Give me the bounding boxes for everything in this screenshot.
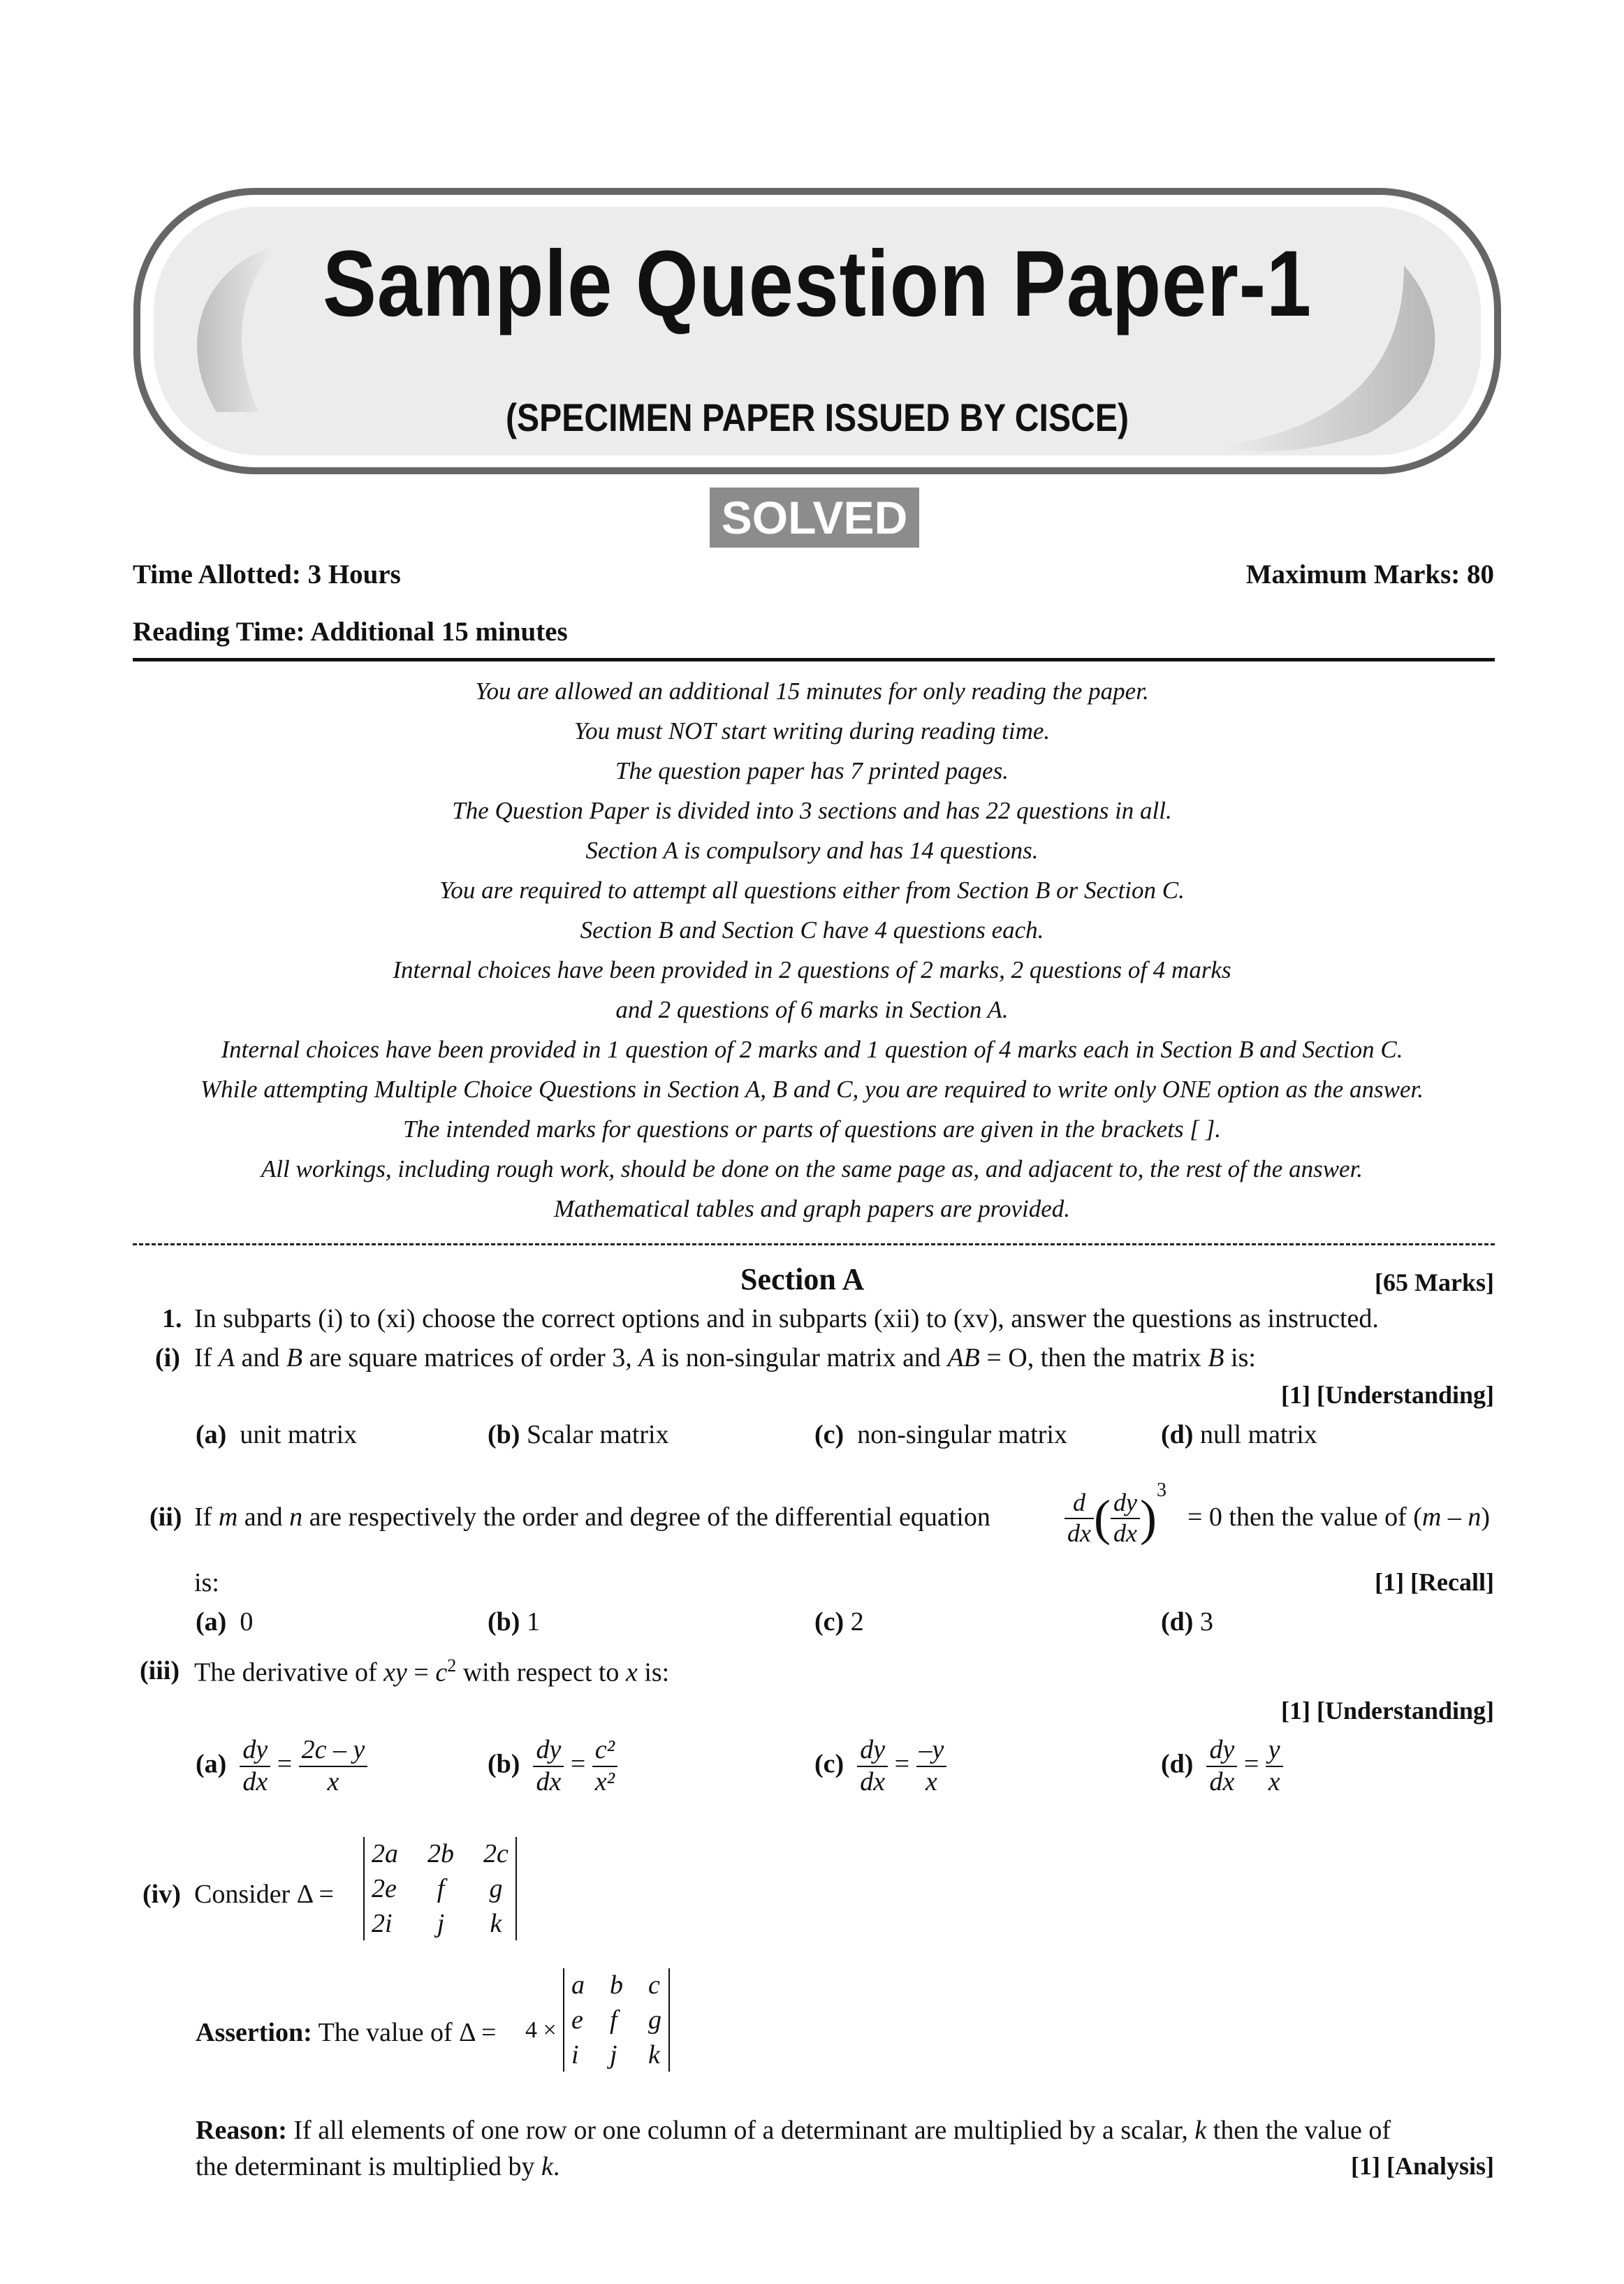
denominator: x <box>327 1766 339 1796</box>
option-d: (d) $\frac{dy}{dx}$ = $\frac{y}{x}$ <box>1161 1735 1283 1797</box>
numerator: 2c – y <box>299 1735 368 1767</box>
option-label: (b) <box>488 1607 520 1637</box>
instruction-line: The intended marks for questions or parts of questions are given in the brackets [ ]. <box>402 1115 1222 1143</box>
banner-frame <box>126 182 1509 496</box>
det-cell: g <box>489 1874 503 1903</box>
option-text: unit matrix <box>240 1420 358 1449</box>
option-text: non-singular matrix <box>857 1420 1067 1449</box>
reason-text: If all elements of one row or one column of a determinant are multiplied by a scalar, <box>293 2116 1195 2145</box>
numerator: y <box>1266 1735 1283 1767</box>
instruction-line: While attempting Multiple Choice Questions in Section A, B and C, you are required to write only ONE option as the answer. <box>200 1076 1424 1103</box>
math-var: B <box>1208 1343 1224 1372</box>
text: is: <box>1224 1343 1256 1372</box>
reason-text: then the value of <box>1206 2116 1391 2145</box>
math-var: A <box>218 1343 235 1372</box>
determinant <box>363 1837 517 1940</box>
marks-tag: [1] [Understanding] <box>1280 1697 1494 1725</box>
text: If <box>194 1343 219 1372</box>
text: ) <box>1481 1502 1490 1532</box>
option-c <box>814 1606 864 1637</box>
reason-line-2 <box>196 2151 559 2182</box>
paper-title: Sample Question Paper-1 <box>323 232 1312 336</box>
det-cell: 2a <box>372 1839 398 1868</box>
subpart-text <box>194 1655 669 1688</box>
option-text: 2 <box>850 1607 864 1637</box>
question-number: 1. <box>162 1304 182 1333</box>
fraction <box>1206 1735 1237 1797</box>
numerator: dy <box>533 1735 564 1767</box>
option-text: Scalar matrix <box>526 1420 669 1449</box>
option-label: (a) <box>196 1749 227 1779</box>
det-cell: c <box>648 1970 660 2000</box>
math-var: x <box>625 1657 638 1688</box>
fraction <box>592 1735 617 1797</box>
option-text: null matrix <box>1199 1420 1317 1449</box>
option-text: 3 <box>1199 1607 1213 1637</box>
reason-text: the determinant is multiplied by <box>196 2152 541 2181</box>
det-cell: 2e <box>372 1874 397 1903</box>
text: The derivative of <box>194 1657 384 1688</box>
denominator: dx <box>1067 1518 1091 1547</box>
subpart-text: Consider Δ = <box>194 1880 334 1909</box>
instruction-line: Internal choices have been provided in 1 question of 2 marks and 1 question of 4 marks each in Section B and Section C. <box>221 1036 1403 1063</box>
text: = 0 then the value of ( <box>1187 1502 1422 1532</box>
denominator: dx <box>860 1766 886 1796</box>
math-var: B <box>286 1343 303 1372</box>
option-label: (d) <box>1161 1420 1194 1449</box>
det-cell: 2c <box>483 1839 509 1868</box>
det-cell: a <box>571 1970 585 2000</box>
option-b <box>488 1606 540 1637</box>
paper-subtitle: (SPECIMEN PAPER ISSUED BY CISCE) <box>505 395 1129 439</box>
subpart-text <box>194 1342 1256 1373</box>
option-label: (c) <box>814 1607 844 1637</box>
solved-badge: SOLVED <box>710 488 919 548</box>
math-var: xy <box>383 1657 407 1688</box>
paren-close: ) <box>1139 1490 1157 1546</box>
section-divider <box>133 1243 1495 1245</box>
assertion-label: Assertion: <box>196 2018 312 2047</box>
math-var: m – n <box>1421 1502 1482 1532</box>
denominator: dx <box>1209 1766 1235 1796</box>
option-b <box>488 1419 669 1450</box>
math-var: c <box>435 1657 448 1688</box>
marks-tag: [1] [Understanding] <box>1280 1381 1494 1409</box>
numerator: dy <box>1111 1488 1140 1518</box>
section-marks: [65 Marks] <box>1375 1268 1494 1296</box>
fraction <box>916 1735 947 1797</box>
option-c <box>814 1419 1067 1450</box>
subpart-label: (i) <box>155 1343 180 1372</box>
question-text: In subparts (i) to (xi) choose the correct options and in subparts (xii) to (xv), answer the questions as instructed. <box>194 1304 1379 1333</box>
instruction-line: You must NOT start writing during reading time. <box>573 717 1051 745</box>
fraction <box>299 1735 368 1797</box>
exponent: 3 <box>1156 1479 1166 1501</box>
text: is: <box>637 1657 670 1688</box>
det-cell: 2i <box>372 1909 393 1938</box>
instruction-line: and 2 questions of 6 marks in Section A. <box>615 996 1009 1023</box>
assertion-text: The value of Δ = <box>318 2018 497 2047</box>
determinant-grid <box>363 1837 517 1940</box>
denominator: dx <box>1113 1518 1137 1547</box>
instruction-line: All workings, including rough work, should be done on the same page as, and adjacent to, the rest of the answer. <box>261 1155 1363 1183</box>
instruction-line: Internal choices have been provided in 2 questions of 2 marks, 2 questions of 4 marks <box>393 956 1231 983</box>
numerator: dy <box>240 1735 270 1767</box>
option-a <box>196 1419 357 1450</box>
denominator: x <box>1268 1766 1280 1796</box>
instruction-line: You are required to attempt all questions either from Section B or Section C. <box>439 877 1185 904</box>
option-c: (c) $\frac{dy}{dx}$ = $\frac{-y}{x}$ <box>814 1735 946 1797</box>
numerator: d <box>1065 1488 1094 1518</box>
fraction <box>240 1735 270 1797</box>
option-d <box>1161 1419 1317 1450</box>
option-d <box>1161 1606 1213 1637</box>
math-var: m <box>218 1502 238 1532</box>
reason-text: . <box>553 2152 560 2181</box>
math-var: n <box>289 1502 303 1532</box>
det-cell: b <box>610 1970 623 2000</box>
det-cell: j <box>610 2040 617 2070</box>
text: If <box>194 1502 219 1532</box>
option-a: (a) $\frac{dy}{dx}$ = $\frac{2c - y}{x}$ <box>196 1735 367 1797</box>
determinant-2 <box>563 1968 670 2072</box>
instruction-line: Section B and Section C have 4 questions each. <box>580 916 1044 944</box>
subpart-text-end: is: <box>194 1568 219 1597</box>
det-cell: k <box>490 1909 502 1938</box>
instruction-line: Section A is compulsory and has 14 questions. <box>585 837 1039 864</box>
header-rule <box>133 658 1495 661</box>
text: and <box>235 1343 286 1372</box>
text: and <box>237 1502 290 1532</box>
text: = <box>407 1657 436 1688</box>
option-label: (b) <box>488 1420 520 1449</box>
marks-tag: [1] [Recall] <box>1375 1568 1494 1596</box>
det-cell: k <box>648 2040 660 2070</box>
math-var: k <box>1194 2116 1207 2145</box>
det-cell: f <box>437 1874 445 1903</box>
denominator: dx <box>242 1766 268 1796</box>
subpart-label: (iv) <box>142 1880 181 1909</box>
time-allotted: Time Allotted: 3 Hours <box>133 559 401 590</box>
subpart-label: (ii) <box>149 1502 182 1532</box>
paren-open: ( <box>1093 1490 1111 1546</box>
denominator: dx <box>536 1766 562 1796</box>
denominator: x² <box>594 1766 615 1796</box>
section-title: Section A <box>740 1262 865 1296</box>
option-label: (d) <box>1161 1749 1194 1779</box>
subpart-label: (iii) <box>140 1656 180 1685</box>
fraction <box>1065 1488 1094 1548</box>
option-label: (d) <box>1161 1607 1194 1637</box>
fraction <box>533 1735 564 1797</box>
subpart-text-cont <box>1187 1502 1490 1532</box>
denominator: x <box>926 1766 937 1796</box>
exponent: 2 <box>447 1655 457 1676</box>
text: = O, then the matrix <box>979 1343 1208 1372</box>
multiplier: 4 × <box>525 2017 557 2043</box>
reading-time: Reading Time: Additional 15 minutes <box>133 617 568 647</box>
marks-tag: [1] [Analysis] <box>1351 2152 1494 2180</box>
text: are respectively the order and degree of the differential equation <box>302 1502 990 1532</box>
option-label: (a) <box>196 1420 227 1449</box>
instruction-line: The question paper has 7 printed pages. <box>615 757 1009 784</box>
option-label: (a) <box>196 1607 227 1637</box>
option-label: (b) <box>488 1749 520 1779</box>
instruction-line: Mathematical tables and graph papers are provided. <box>553 1195 1071 1222</box>
option-text: 0 <box>240 1607 254 1637</box>
fraction <box>1266 1735 1283 1797</box>
det-cell: e <box>571 2005 583 2035</box>
numerator: dy <box>857 1735 888 1767</box>
assertion <box>196 2017 496 2048</box>
determinant-grid <box>563 1968 670 2072</box>
math-var: k <box>541 2152 553 2181</box>
det-cell: f <box>610 2005 617 2035</box>
text: is non-singular matrix and <box>654 1343 948 1372</box>
instruction-line: The Question Paper is divided into 3 sections and has 22 questions in all. <box>452 797 1172 824</box>
maximum-marks: Maximum Marks: 80 <box>1245 559 1494 590</box>
numerator: c² <box>592 1735 617 1767</box>
subpart-text <box>194 1502 990 1532</box>
math-var: A <box>638 1343 655 1372</box>
reason-line-1 <box>196 2115 1391 2146</box>
numerator: –y <box>916 1735 947 1767</box>
det-cell: 2b <box>427 1839 454 1868</box>
option-label: (c) <box>814 1749 844 1779</box>
reason-label: Reason: <box>196 2116 287 2145</box>
fraction <box>1111 1488 1140 1548</box>
det-cell: g <box>648 2005 661 2035</box>
numerator: dy <box>1206 1735 1237 1767</box>
fraction <box>857 1735 888 1797</box>
option-b: (b) $\frac{dy}{dx}$ = $\frac{\text{c²}}{\text{x²}}$ <box>488 1735 617 1797</box>
det-cell: j <box>437 1909 445 1938</box>
differential-equation <box>1065 1479 1166 1548</box>
text: are square matrices of order 3, <box>302 1343 639 1372</box>
instruction-line: You are allowed an additional 15 minutes for only reading the paper. <box>475 678 1149 705</box>
option-a <box>196 1606 253 1637</box>
option-label: (c) <box>814 1420 844 1449</box>
text: with respect to <box>456 1657 626 1688</box>
math-var: AB <box>947 1343 980 1372</box>
det-cell: i <box>571 2040 579 2070</box>
option-text: 1 <box>526 1607 540 1637</box>
